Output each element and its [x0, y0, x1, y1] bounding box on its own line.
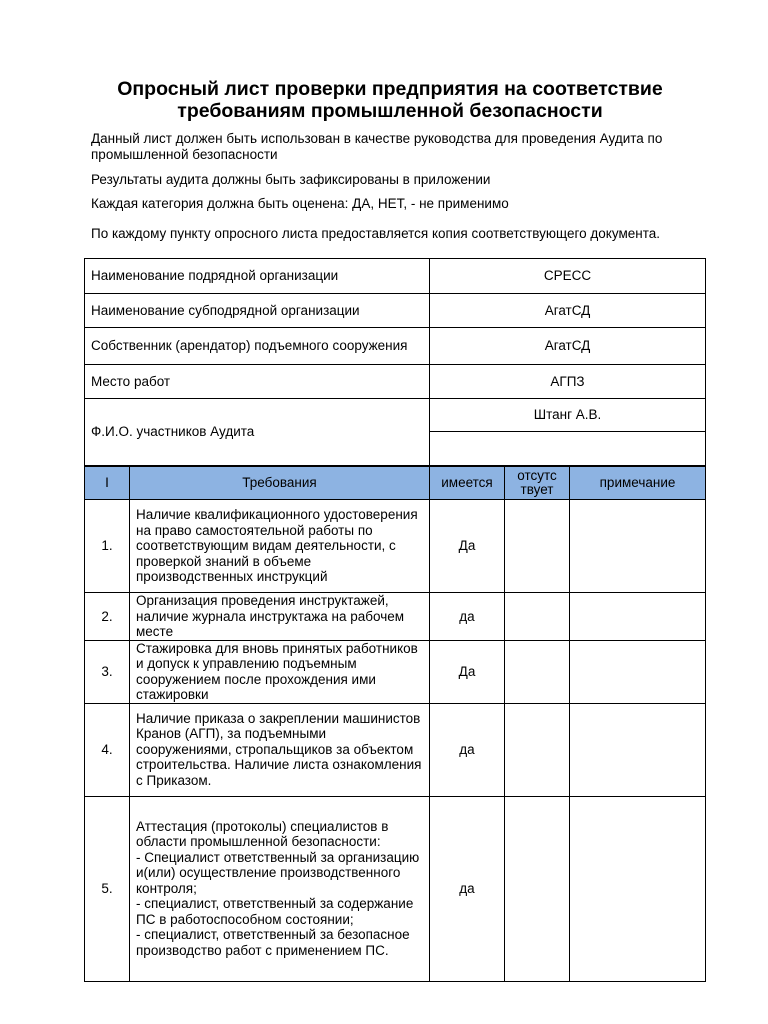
info-row-participants — [85, 399, 706, 432]
row-requirement: Аттестация (протоколы) специалистов в области промышленной безопасности: - Специалист ответственный за организацию и(или) осуществление производственного контроля; - специалист, ответственный за содержание ПС в работоспособном состоянии; - специалист, ответственный за безопасное производство работ с применением ПС. — [130, 796, 430, 981]
row-requirement: Стажировка для вновь принятых работников и допуск к управлению подъемным сооружением после прохождения ими стажировки — [130, 640, 430, 703]
table-row — [85, 593, 706, 641]
contractor-label: Наименование подрядной организации — [85, 259, 430, 294]
row-number: 5. — [85, 796, 130, 981]
participants-label: Ф.И.О. участников Аудита — [85, 399, 430, 466]
row-requirement: Наличие квалификационного удостоверения на право самостоятельной работы по соответствующим видам деятельности, с проверкой знаний в объеме производственных инструкций — [130, 500, 430, 593]
info-row-subcontractor — [85, 294, 706, 328]
subcontractor-value: АгатСД — [430, 294, 706, 328]
row-absent — [505, 796, 570, 981]
intro-paragraph-4: По каждому пункту опросного листа предоставляется копия соответствующего документа. — [91, 226, 660, 241]
contractor-value: СРЕСС — [430, 259, 706, 294]
requirements-table — [84, 466, 706, 982]
row-requirement: Организация проведения инструктажей, наличие журнала инструктажа на рабочем месте — [130, 593, 430, 641]
table-row — [85, 500, 706, 593]
intro-paragraph-2: Результаты аудита должны быть зафиксированы в приложении — [91, 172, 491, 187]
table-header-row — [85, 467, 706, 500]
table-row — [85, 796, 706, 981]
row-has: Да — [430, 640, 505, 703]
row-has: да — [430, 703, 505, 796]
info-row-contractor — [85, 259, 706, 294]
row-note — [570, 703, 706, 796]
header-absent: отсутс твует — [505, 467, 570, 500]
row-absent — [505, 640, 570, 703]
row-has: да — [430, 796, 505, 981]
table-row — [85, 640, 706, 703]
info-row-place — [85, 365, 706, 399]
owner-label: Собственник (арендатор) подъемного сооружения — [85, 328, 430, 365]
row-has: да — [430, 593, 505, 641]
row-absent — [505, 593, 570, 641]
row-note — [570, 796, 706, 981]
header-note: примечание — [570, 467, 706, 500]
row-note — [570, 593, 706, 641]
row-number: 1. — [85, 500, 130, 593]
info-row-owner — [85, 328, 706, 365]
place-value: АГПЗ — [430, 365, 706, 399]
info-table — [84, 258, 706, 466]
table-row — [85, 703, 706, 796]
subcontractor-label: Наименование субподрядной организации — [85, 294, 430, 328]
intro-paragraph-1: Данный лист должен быть использован в качестве руководства для проведения Аудита по промышленной безопасности — [91, 131, 663, 162]
row-number: 4. — [85, 703, 130, 796]
page-title: Опросный лист проверки предприятия на соответствие требованиям промышленной безопасности — [117, 78, 663, 122]
row-note — [570, 500, 706, 593]
participant-name — [430, 432, 706, 466]
participant-name: Штанг А.В. — [430, 399, 706, 432]
place-label: Место работ — [85, 365, 430, 399]
header-has: имеется — [430, 467, 505, 500]
row-requirement: Наличие приказа о закреплении машинистов Кранов (АГП), за подъемными сооружениями, стропальщиков за объектом строительства. Наличие листа ознакомления с Приказом. — [130, 703, 430, 796]
row-note — [570, 640, 706, 703]
owner-value: АгатСД — [430, 328, 706, 365]
row-number: 2. — [85, 593, 130, 641]
header-requirements: Требования — [130, 467, 430, 500]
row-absent — [505, 500, 570, 593]
intro-paragraph-3: Каждая категория должна быть оценена: ДА, НЕТ, - не применимо — [91, 196, 509, 211]
row-has: Да — [430, 500, 505, 593]
header-num: I — [85, 467, 130, 500]
row-number: 3. — [85, 640, 130, 703]
row-absent — [505, 703, 570, 796]
